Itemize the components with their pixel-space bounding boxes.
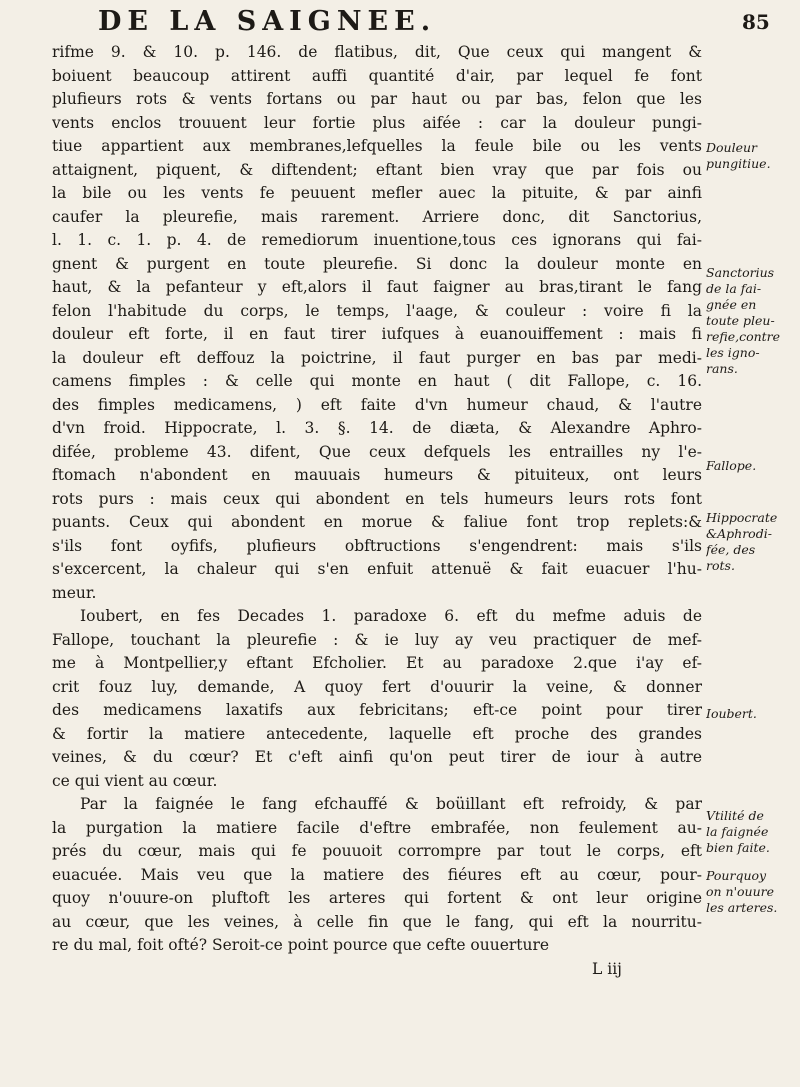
text-line: difée, probleme 43. difent, Que ceux defquels les entrailles ny l'e- [52,442,702,461]
text-line: rifme 9. & 10. p. 146. de flatibus, dit, Que ceux qui mangent & [52,43,702,61]
text-line: des medicamens laxatifs aux febricitans; eft-ce point pour tirer [52,701,702,719]
margin-note-line: toute pleu- [706,313,775,328]
text-line: s'ils font oyfifs, plufieurs obftructions s'engendrent: mais s'ils [52,536,702,555]
margin-note-line: Vtilité de [706,808,764,823]
running-head [0,4,800,38]
text-line: ftomach n'abondent en mauuais humeurs & pituiteux, ont leurs [52,466,702,484]
margin-note-line: fée, des [706,542,756,557]
text-line: quoy n'ouure-on pluftoft les arteres qui fortent & ont leur origine [52,889,702,907]
text-line: d'vn froid. Hippocrate, l. 3. §. 14. de diæta, & Alexandre Aphro- [52,419,702,437]
text-line: douleur eft forte, il en faut tirer iufques à euanouiffement : mais fi [52,325,702,343]
text-line: boiuent beaucoup attirent auffi quantité d'air, par lequel fe font [52,66,702,85]
margin-note [706,265,798,377]
text-line: felon l'habitude du corps, le temps, l'aage, & couleur : voire fi la [52,301,702,320]
text-line: Fallope, touchant la pleurefie : & ie luy ay veu practiquer de mef- [52,630,702,649]
margin-notes [706,0,798,1087]
margin-note-line: &Aphrodi- [706,526,772,541]
text-line: attaignent, piquent, & diftendent; eftant bien vray que par fois ou [52,160,702,179]
text-line: s'excercent, la chaleur qui s'en enfuit attenuë & fait euacuer l'hu- [52,560,702,578]
text-line: euacuée. Mais veu que la matiere des fiéures eft au cœur, pour- [52,865,702,884]
text-line: prés du cœur, mais qui fe pouuoit corrompre par tout le corps, eft [52,842,702,860]
margin-note-line: on n'ouure [706,884,775,899]
running-title: DE LA SAIGNEE. [98,6,437,37]
margin-note-line: Fallope. [706,458,757,473]
page-number: 85 [742,10,770,34]
text-line: gnent & purgent en toute pleurefie. Si donc la douleur monte en [52,254,702,273]
text-line: la purgation la matiere facile d'eftre embrafée, non feulement au- [52,818,702,837]
margin-note-line: Pourquoy [706,868,767,883]
text-line: camens fimples : & celle qui monte en haut ( dit Fallope, c. 16. [52,372,702,390]
text-line: vents enclos trouuent leur fortie plus aifée : car la douleur pungi- [52,113,702,132]
text-line: re du mal, foit ofté? Seroit-ce point pource que cefte ouuerture [52,936,550,954]
text-line: l. 1. c. 1. p. 4. de remediorum inuentione,tous ces ignorans qui fai- [52,231,702,249]
text-line: la bile ou les vents fe peuuent mefler auec la pituite, & par ainfi [52,184,702,202]
margin-note-line: Hippocrate [706,510,778,525]
margin-note-line: les arteres. [706,900,778,915]
margin-note [706,140,798,172]
text-line: rots purs : mais ceux qui abondent en tels humeurs leurs rots font [52,489,702,508]
text-line: & fortir la matiere antecedente, laquelle eft proche des grandes [52,724,702,743]
text-line: la douleur eft deffouz la poictrine, il faut purger en bas par medi- [52,348,702,367]
text-line: ce qui vient au cœur. [52,771,218,790]
margin-note-line: gnée en [706,297,757,312]
text-line: tiue appartient aux membranes,lefquelles la feule bile ou les vents [52,137,702,155]
text-line: Par la faignée le fang efchauffé & boüillant eft refroidy, & par [80,795,702,813]
margin-note-line: bien faite. [706,840,770,855]
text-line: au cœur, que les veines, à celle fin que le fang, qui eft la nourritu- [52,912,702,931]
margin-note [706,458,798,474]
text-line: caufer la pleurefie, mais rarement. Arriere donc, dit Sanctorius, [52,207,702,226]
text-line: crit fouz luy, demande, A quoy fert d'ouurir la veine, & donner [52,677,702,696]
margin-note-line: les igno- [706,345,760,360]
margin-note-line: rans. [706,361,738,376]
margin-note [706,706,798,722]
signature-mark: L iij [592,959,622,978]
margin-note [706,808,798,856]
margin-note-line: Ioubert. [706,706,757,721]
margin-note-line: Douleur [706,140,758,155]
text-line: haut, & la pefanteur y eft,alors il faut faigner au bras,tirant le fang [52,278,702,296]
text-line: plufieurs rots & vents fortans ou par haut ou par bas, felon que les [52,90,702,108]
text-line: puants. Ceux qui abondent en morue & faliue font trop replets:& [52,513,702,531]
margin-note-line: refie,contre [706,329,781,344]
text-line: veines, & du cœur? Et c'eft ainfi qu'on peut tirer de iour à autre [52,748,702,766]
text-line: Ioubert, en fes Decades 1. paradoxe 6. eft du mefme aduis de [80,607,702,625]
text-line: me à Montpellier,y eftant Efcholier. Et au paradoxe 2.que i'ay ef- [52,654,702,672]
text-line: des fimples medicamens, ) eft faite d'vn humeur chaud, & l'autre [52,395,702,414]
text-line: meur. [52,583,97,602]
margin-note-line: de la fai- [706,281,762,296]
margin-note [706,510,798,574]
margin-note-line: pungitiue. [706,156,771,171]
body-text [52,41,702,981]
margin-note-line: la faignée [706,824,769,839]
margin-note-line: rots. [706,558,735,573]
margin-note [706,868,798,916]
margin-note-line: Sanctorius [706,265,775,280]
